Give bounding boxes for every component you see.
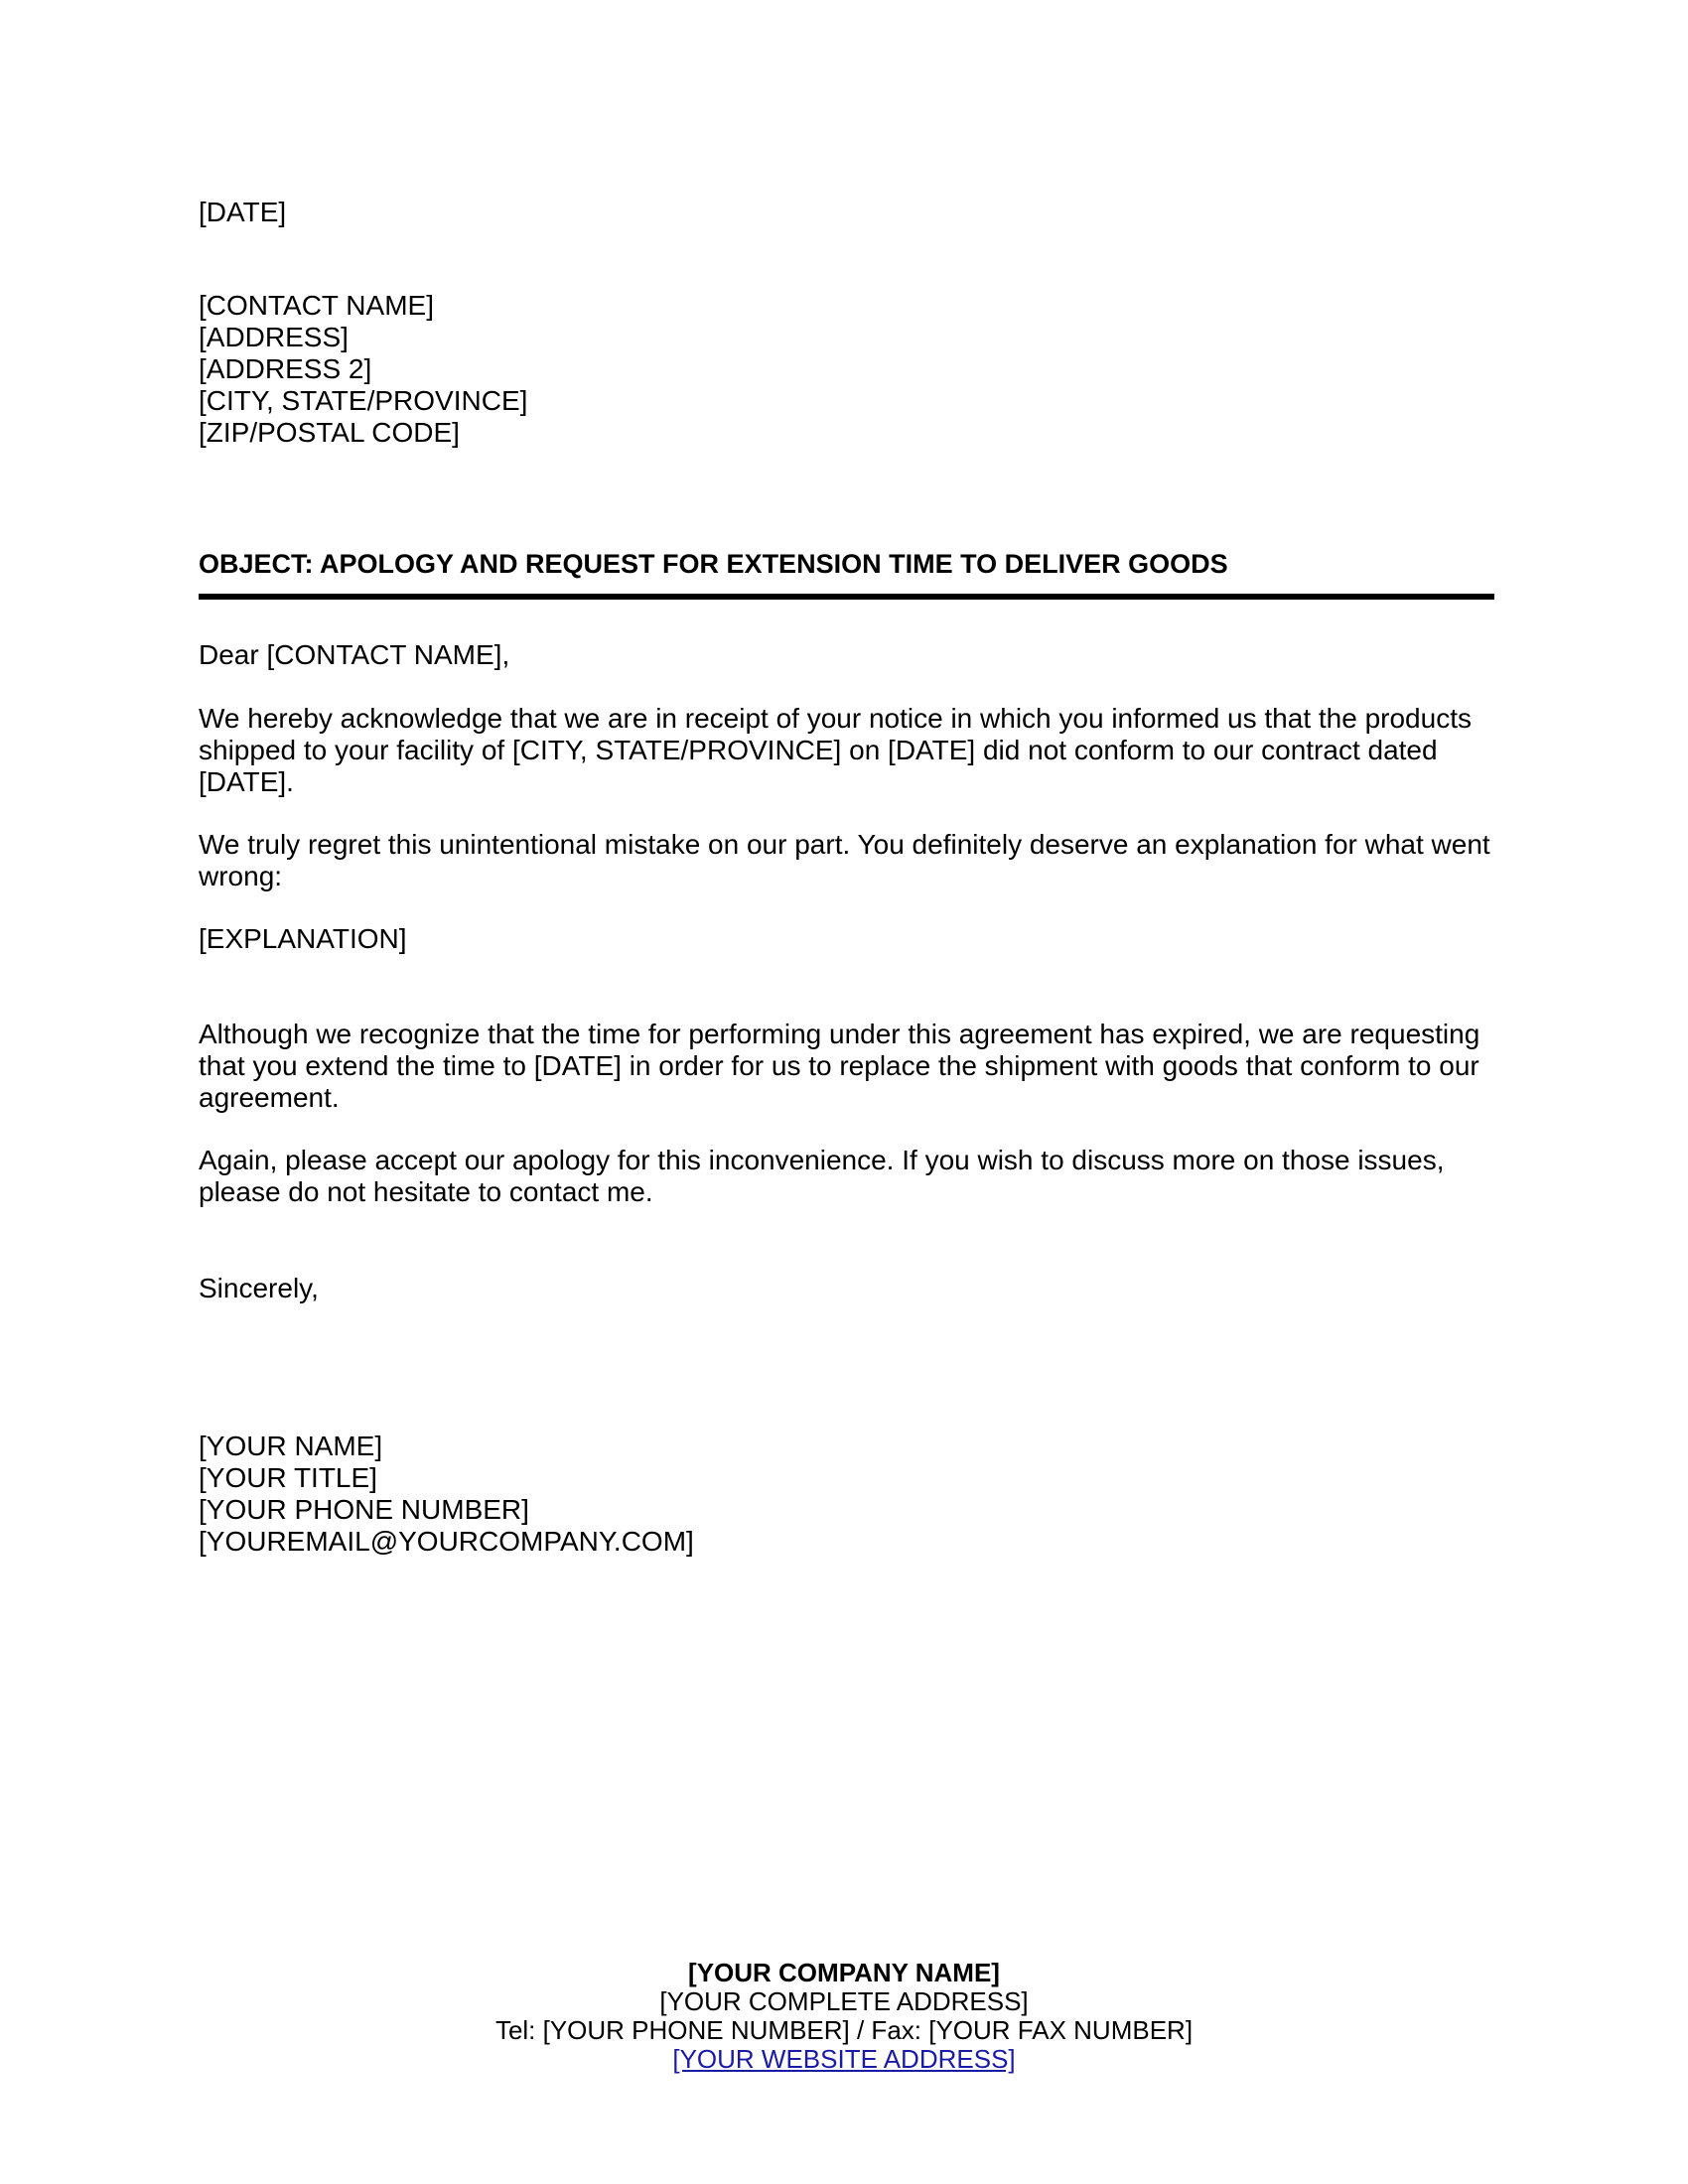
signature-name: [YOUR NAME] [199, 1431, 383, 1461]
paragraph-text: Again, please accept our apology for this inconvenience. If you wish to discuss more on those issues, please do not hesitate to contact me. [199, 1145, 1445, 1207]
recipient-city-state: [CITY, STATE/PROVINCE] [199, 385, 528, 416]
body-paragraph-1 [199, 703, 1499, 798]
subject-divider [199, 594, 1494, 600]
signature-phone: [YOUR PHONE NUMBER] [199, 1494, 529, 1525]
footer-company-name: [YOUR COMPANY NAME] [688, 1958, 1000, 1987]
signature-email: [YOUREMAIL@YOURCOMPANY.COM] [199, 1526, 694, 1557]
letter-date: [DATE] [199, 197, 287, 227]
recipient-address-2: [ADDRESS 2] [199, 353, 372, 384]
body-paragraph-3 [199, 1019, 1499, 1114]
footer-website-link[interactable]: [YOUR WEBSITE ADDRESS] [672, 2044, 1016, 2074]
footer-address: [YOUR COMPLETE ADDRESS] [659, 1986, 1029, 2016]
recipient-zip: [ZIP/POSTAL CODE] [199, 417, 460, 448]
signature-block [199, 1431, 1499, 1558]
paragraph-text: Although we recognize that the time for performing under this agreement has expired, we are requesting that you extend the time to [DATE] in order for us to replace the shipment with goods that conform to our agreement. [199, 1019, 1480, 1113]
letter-subject: OBJECT: APOLOGY AND REQUEST FOR EXTENSION TIME TO DELIVER GOODS [199, 549, 1228, 579]
recipient-address-block [199, 290, 1499, 449]
explanation-placeholder: [EXPLANATION] [199, 923, 407, 954]
body-paragraph-2 [199, 829, 1499, 892]
paragraph-text: We hereby acknowledge that we are in receipt of your notice in which you informed us that the products shipped to your facility of [CITY, STATE/PROVINCE] on [DATE] did not conform to our contract dated [DATE]. [199, 703, 1472, 797]
paragraph-text: We truly regret this unintentional mistake on our part. You definitely deserve an explanation for what went wrong: [199, 829, 1490, 891]
recipient-address: [ADDRESS] [199, 322, 349, 352]
recipient-contact-name: [CONTACT NAME] [199, 290, 434, 321]
closing: Sincerely, [199, 1273, 319, 1303]
body-paragraph-4 [199, 1145, 1499, 1208]
letterhead-footer [0, 1959, 1688, 2074]
salutation: Dear [CONTACT NAME], [199, 639, 510, 670]
signature-title: [YOUR TITLE] [199, 1462, 377, 1493]
footer-contact-line: Tel: [YOUR PHONE NUMBER] / Fax: [YOUR FAX NUMBER] [494, 2015, 1194, 2045]
